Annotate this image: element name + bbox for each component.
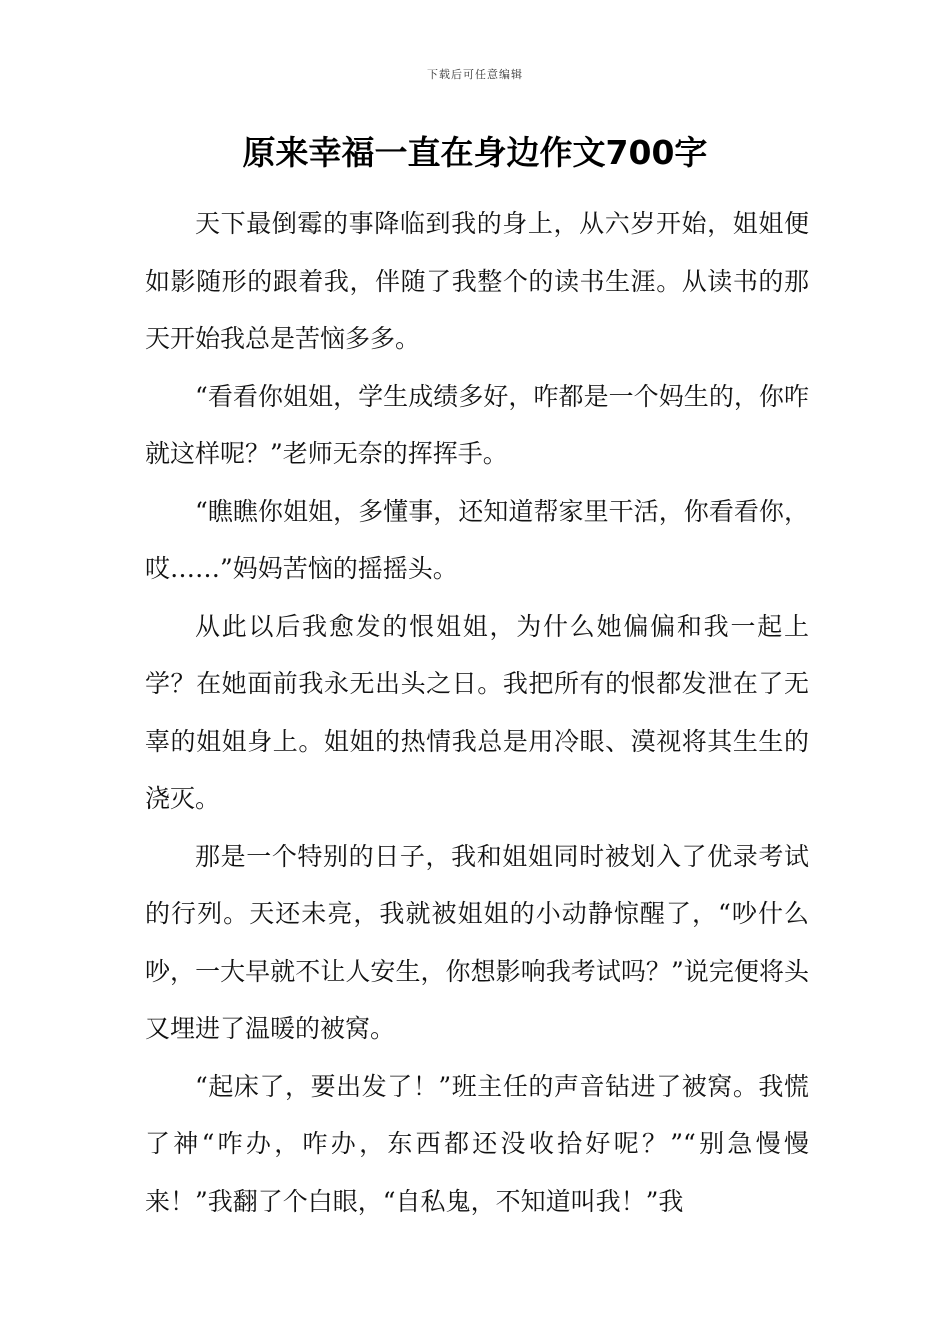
document-body	[145, 195, 809, 1230]
document-title: 原来幸福一直在身边作文700字	[242, 133, 708, 172]
paragraph: “看看你姐姐，学生成绩多好，咋都是一个妈生的，你咋就这样呢？”老师无奈的挥挥手。	[145, 381, 809, 468]
paragraph: 那是一个特别的日子，我和姐姐同时被划入了优录考试的行列。天还未亮，我就被姐姐的小动静惊醒了，“吵什么吵，一大早就不让人安生，你想影响我考试吗？”说完便将头又埋进了温暖的被窝。	[145, 841, 809, 1043]
header-note: 下载后可任意编辑	[427, 68, 523, 81]
paragraph: 天下最倒霉的事降临到我的身上，从六岁开始，姐姐便如影随形的跟着我，伴随了我整个的读书生涯。从读书的那天开始我总是苦恼多多。	[145, 209, 809, 353]
paragraph: “起床了，要出发了！”班主任的声音钻进了被窝。我慌了神“咋办，咋办，东西都还没收拾好呢？”“别急慢慢来！”我翻了个白眼，“自私鬼，不知道叫我！”我	[145, 1071, 809, 1216]
paragraph: “瞧瞧你姐姐，多懂事，还知道帮家里干活，你看看你，哎……”妈妈苦恼的摇摇头。	[145, 496, 809, 583]
paragraph: 从此以后我愈发的恨姐姐，为什么她偏偏和我一起上学？在她面前我永无出头之日。我把所有的恨都发泄在了无辜的姐姐身上。姐姐的热情我总是用冷眼、漠视将其生生的浇灭。	[145, 611, 809, 813]
